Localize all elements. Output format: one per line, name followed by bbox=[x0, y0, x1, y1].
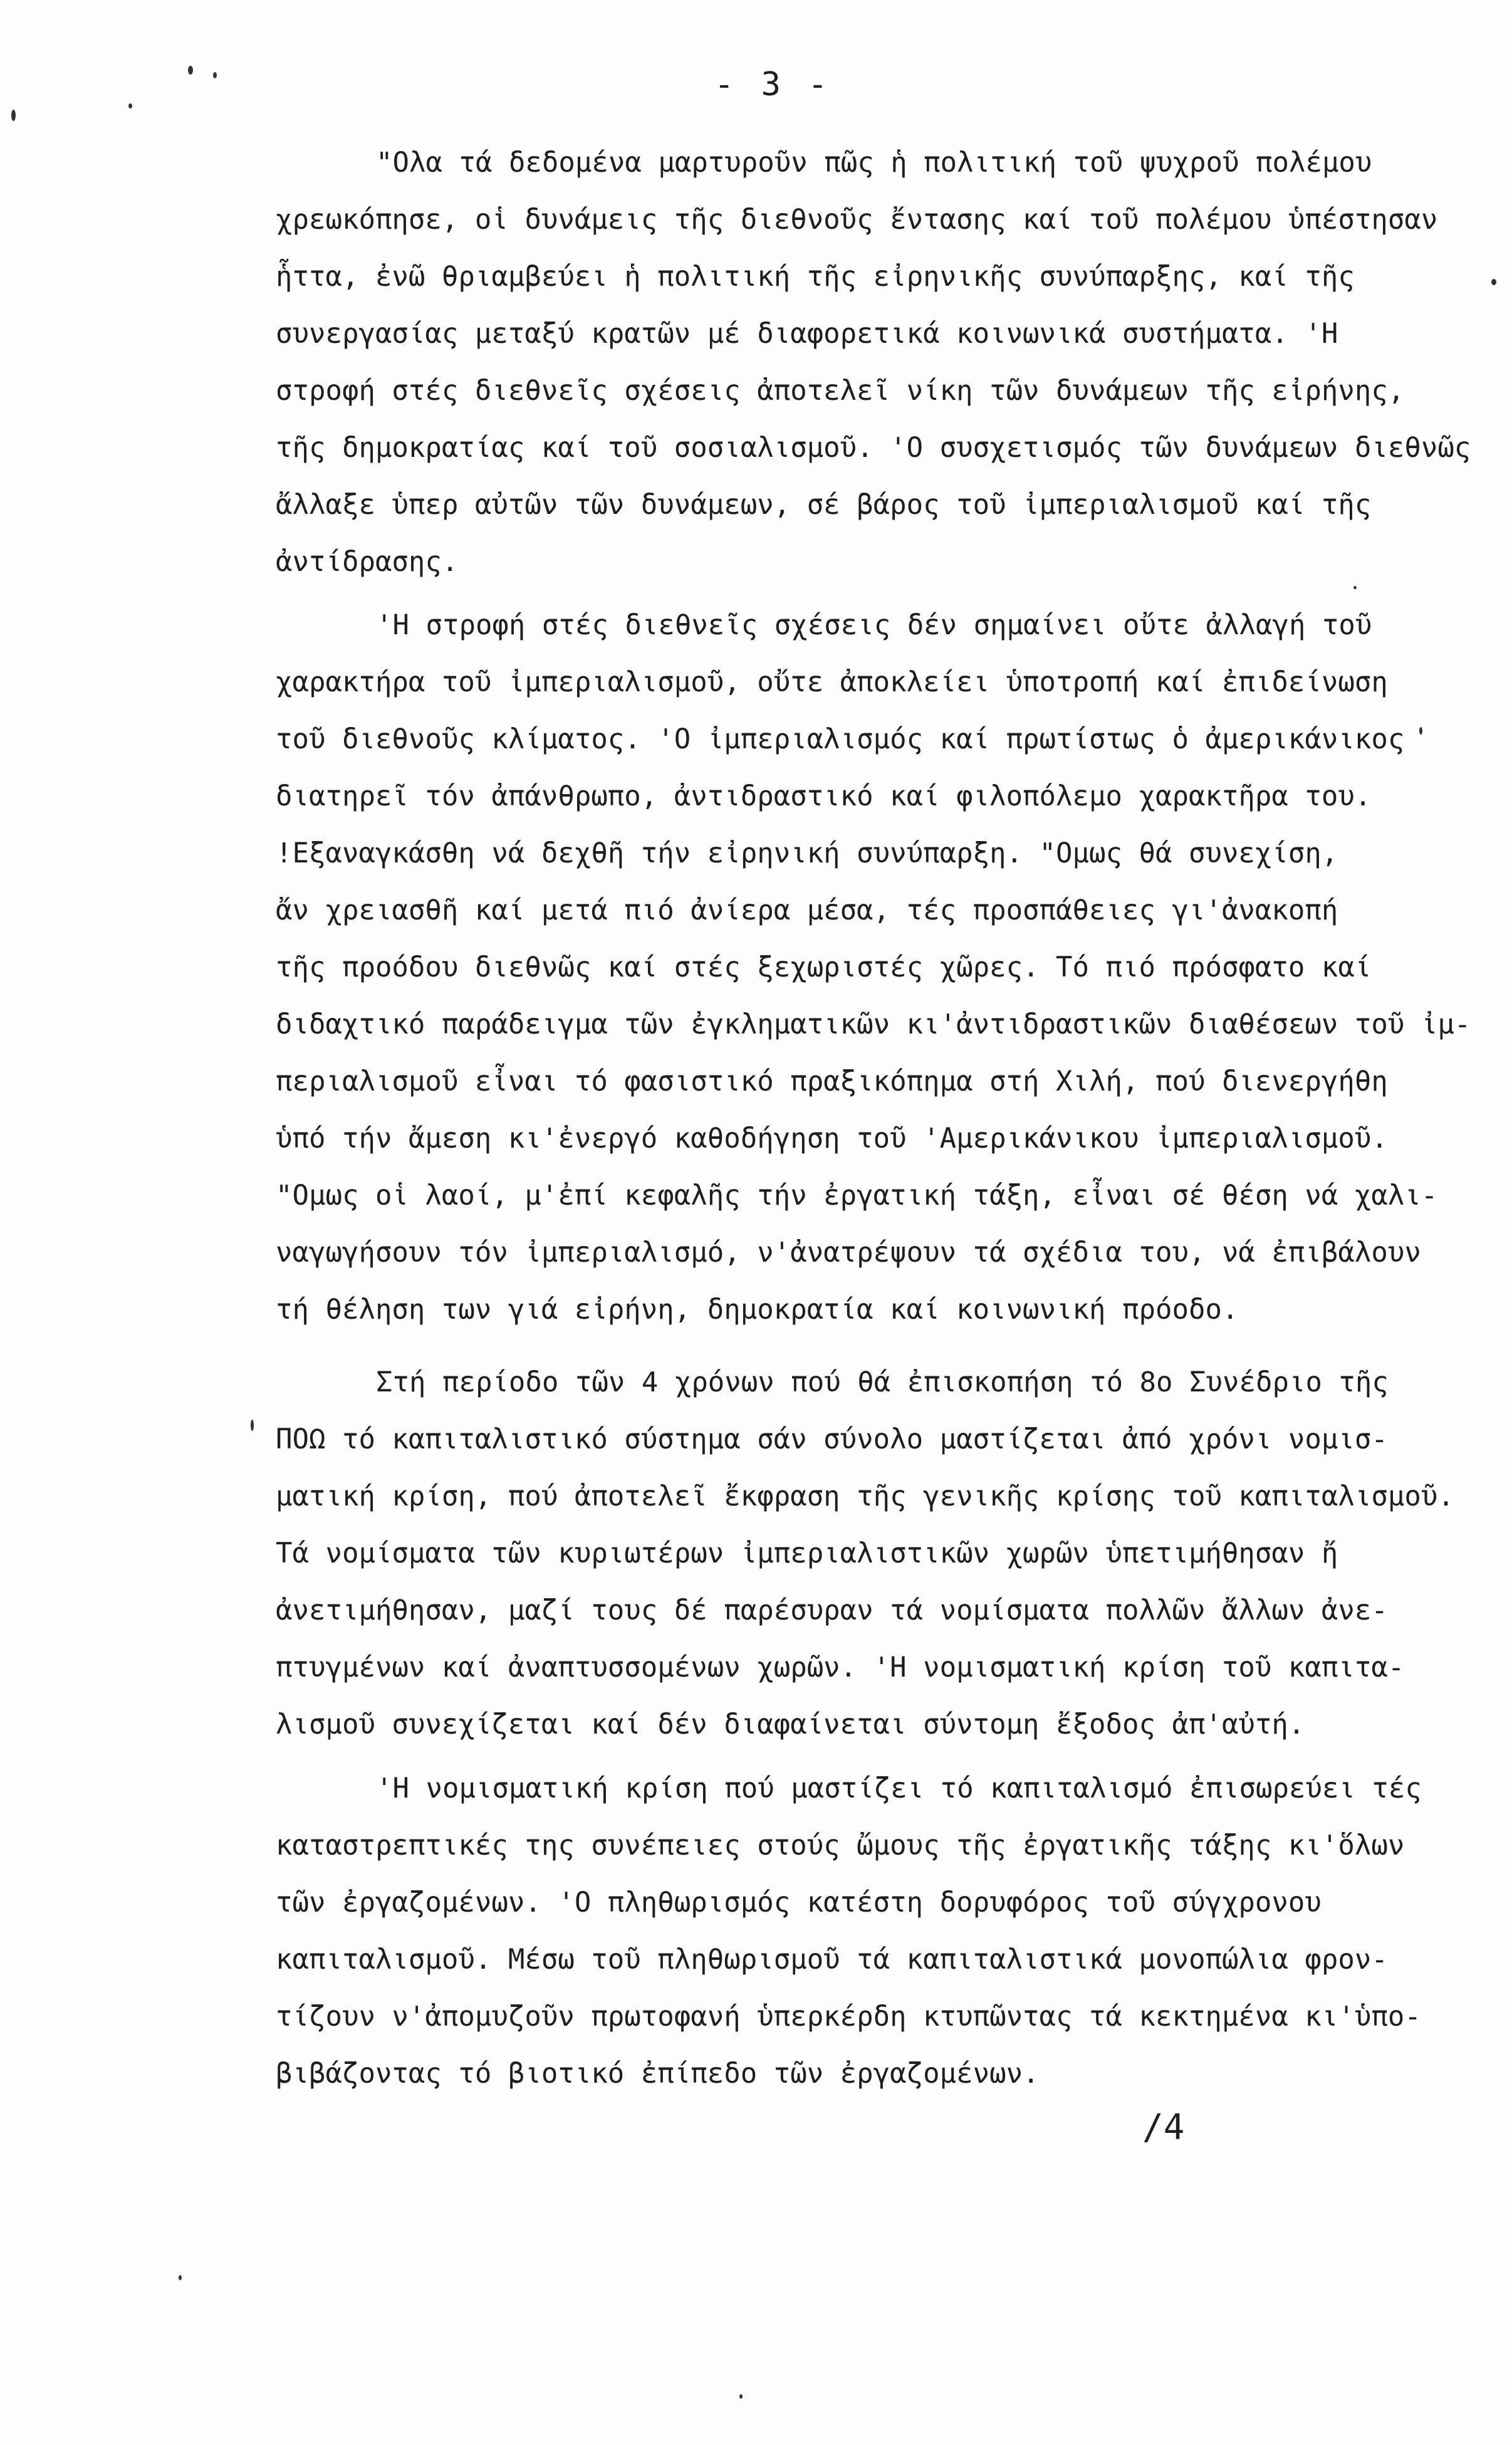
text-line: Τά νομίσματα τῶν κυριωτέρων ἰμπεριαλιστικῶν χωρῶν ὑπετιμήθησαν ἤ bbox=[276, 1537, 1338, 1569]
text-line: διδαχτικό παράδειγμα τῶν ἐγκληματικῶν κι'ἀντιδραστικῶν διαθέσεων τοῦ ἰμ- bbox=[276, 1008, 1471, 1040]
text-line: ἧττα, ἐνῶ θριαμβεύει ἡ πολιτική τῆς εἰρηνικῆς συνύπαρξης, καί τῆς bbox=[276, 261, 1355, 293]
scan-speck bbox=[179, 2275, 182, 2280]
scan-speck bbox=[128, 103, 132, 108]
text-line: τίζουν ν'ἀπομυζοῦν πρωτοφανή ὑπερκέρδη κτυπῶντας τά κεκτημένα κι'ὑπο- bbox=[276, 2001, 1421, 2033]
text-line: τῆς προόδου διεθνῶς καί στές ξεχωριστές χῶρες. Τό πιό πρόσφατο καί bbox=[276, 951, 1372, 983]
text-line: στροφή στές διεθνεῖς σχέσεις ἀποτελεῖ νίκη τῶν δυνάμεων τῆς εἰρήνης, bbox=[276, 375, 1405, 407]
text-line: τῆς δημοκρατίας καί τοῦ σοσιαλισμοῦ. 'Ο συσχετισμός τῶν δυνάμεων διεθνῶς bbox=[276, 432, 1471, 464]
text-line: 'Η νομισματική κρίση πού μαστίζει τό καπιταλισμό ἐπισωρεύει τές bbox=[376, 1772, 1422, 1804]
page-number: - 3 - bbox=[714, 66, 832, 103]
text-line: ἄλλαξε ὑπερ αὐτῶν τῶν δυνάμεων, σέ βάρος τοῦ ἰμπεριαλισμοῦ καί τῆς bbox=[276, 489, 1372, 521]
text-line: καπιταλισμοῦ. Μέσω τοῦ πληθωρισμοῦ τά καπιταλιστικά μονοπώλια φρον- bbox=[276, 1944, 1388, 1976]
text-line: ἀνετιμήθησαν, μαζί τους δέ παρέσυραν τά νομίσματα πολλῶν ἄλλων ἀνε- bbox=[276, 1594, 1388, 1626]
text-line: ἀντίδρασης. bbox=[276, 546, 459, 578]
text-line: ὑπό τήν ἄμεση κι'ἐνεργό καθοδήγηση τοῦ 'Αμερικάνικου ἰμπεριαλισμοῦ. bbox=[276, 1123, 1388, 1154]
scan-speck bbox=[188, 66, 193, 75]
text-line: περιαλισμοῦ εἶναι τό φασιστικό πραξικόπημα στή Χιλή, πού διενεργήθη bbox=[276, 1065, 1388, 1097]
paragraph bbox=[276, 597, 1471, 1338]
text-line: 'Η στροφή στές διεθνεῖς σχέσεις δέν σημαίνει οὔτε ἀλλαγή τοῦ bbox=[376, 609, 1372, 641]
text-line: χρεωκόπησε, οἱ δυνάμεις τῆς διεθνοῦς ἔντασης καί τοῦ πολέμου ὑπέστησαν bbox=[276, 204, 1438, 236]
scan-speck bbox=[739, 2394, 743, 2399]
text-line: τή θέληση των γιά εἰρήνη, δημοκρατία καί κοινωνική πρόοδο. bbox=[276, 1294, 1239, 1326]
text-line: "Ολα τά δεδομένα μαρτυροῦν πῶς ἡ πολιτική τοῦ ψυχροῦ πολέμου bbox=[376, 147, 1372, 179]
text-line: καταστρεπτικές της συνέπειες στούς ὤμους τῆς ἐργατικῆς τάξης κι'ὅλων bbox=[276, 1830, 1405, 1861]
text-line: πτυγμένων καί ἀναπτυσσομένων χωρῶν. 'Η νομισματική κρίση τοῦ καπιτα- bbox=[276, 1652, 1405, 1683]
page-continuation-marker: /4 bbox=[1142, 2107, 1185, 2148]
text-line: τοῦ διεθνοῦς κλίματος. 'Ο ἰμπεριαλισμός καί πρωτίστως ὁ ἀμερικάνικος bbox=[276, 723, 1405, 755]
text-line: !Εξαναγκάσθη νά δεχθῆ τήν εἰρηνική συνύπαρξη. "Ομως θά συνεχίση, bbox=[276, 837, 1338, 869]
scan-speck bbox=[213, 72, 217, 78]
text-line: Στή περίοδο τῶν 4 χρόνων πού θά ἐπισκοπήση τό 8ο Συνέδριο τῆς bbox=[376, 1366, 1389, 1398]
text-line: συνεργασίας μεταξύ κρατῶν μέ διαφορετικά κοινωνικά συστήματα. 'Η bbox=[276, 318, 1338, 350]
scan-speck bbox=[11, 110, 16, 121]
text-line: λισμοῦ συνεχίζεται καί δέν διαφαίνεται σύντομη ἔξοδος ἀπ'αὐτή. bbox=[276, 1709, 1305, 1741]
scan-speck bbox=[1491, 279, 1496, 285]
text-line: τῶν ἐργαζομένων. 'Ο πληθωρισμός κατέστη δορυφόρος τοῦ σύγχρονου bbox=[276, 1887, 1322, 1919]
text-line: "Ομως οἱ λαοί, μ'ἐπί κεφαλῆς τήν ἐργατική τάξη, εἶναι σέ θέση νά χαλι- bbox=[276, 1180, 1438, 1212]
paragraph bbox=[276, 134, 1471, 590]
paragraph bbox=[276, 1760, 1435, 2102]
text-line: ἄν χρειασθῆ καί μετά πιό ἀνίερα μέσα, τές προσπάθειες γι'ἀνακοπή bbox=[276, 894, 1338, 926]
text-line: χαρακτήρα τοῦ ἰμπεριαλισμοῦ, οὔτε ἀποκλείει ὑποτροπή καί ἐπιδείνωση bbox=[276, 666, 1388, 698]
text-line: βιβάζοντας τό βιοτικό ἐπίπεδο τῶν ἐργαζομένων. bbox=[276, 2058, 1040, 2090]
text-line: ΠΟΩ τό καπιταλιστικό σύστημα σάν σύνολο μαστίζεται ἀπό χρόνι νομισ- bbox=[276, 1423, 1388, 1455]
text-line: ναγωγήσουν τόν ἰμπεριαλισμό, ν'ἀνατρέψουν τά σχέδια του, νά ἐπιβάλουν bbox=[276, 1237, 1421, 1269]
text-line: ματική κρίση, πού ἀποτελεῖ ἔκφραση τῆς γενικῆς κρίσης τοῦ καπιταλισμοῦ. bbox=[276, 1480, 1454, 1512]
paragraph bbox=[276, 1354, 1454, 1753]
scan-speck bbox=[251, 1420, 254, 1431]
text-line: διατηρεῖ τόν ἀπάνθρωπο, ἀντιδραστικό καί φιλοπόλεμο χαρακτῆρα του. bbox=[276, 780, 1372, 812]
